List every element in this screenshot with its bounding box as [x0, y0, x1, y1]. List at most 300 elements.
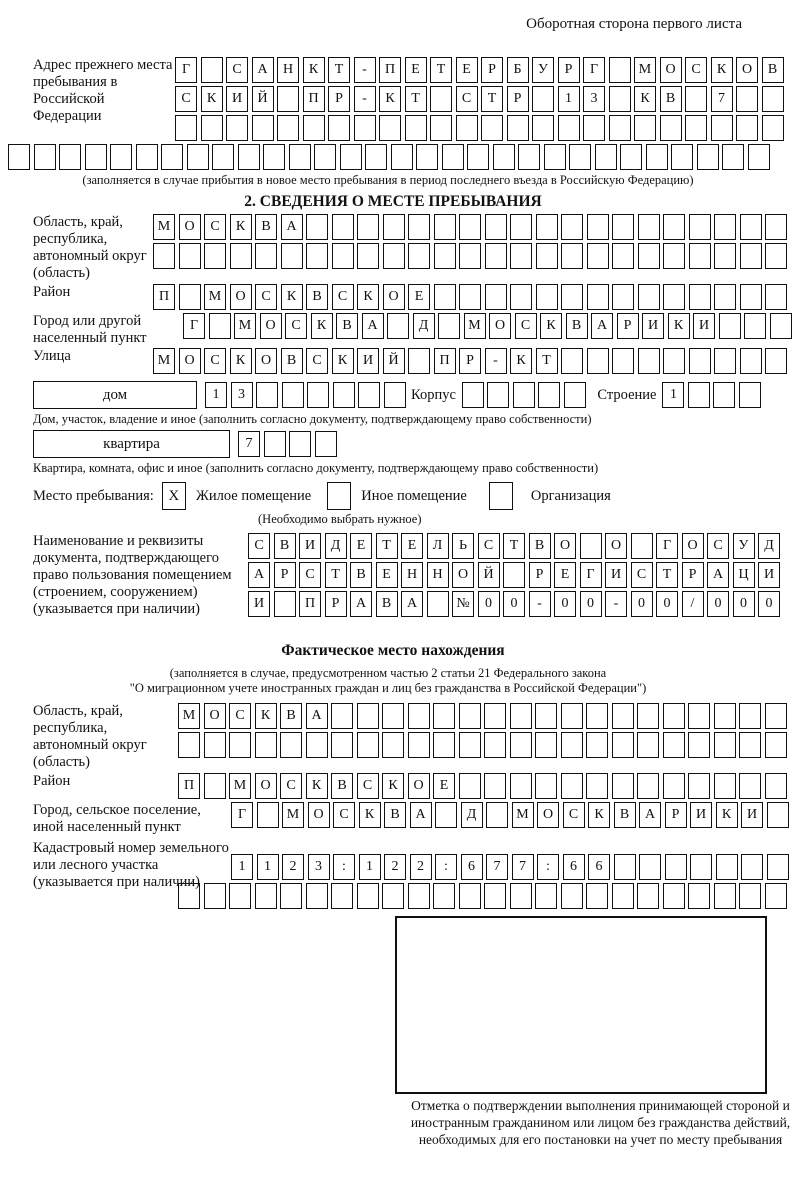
- char-box[interactable]: [485, 284, 507, 310]
- char-box[interactable]: [187, 144, 209, 170]
- char-box[interactable]: А: [707, 562, 729, 588]
- char-box[interactable]: [383, 214, 405, 240]
- char-box[interactable]: [277, 115, 299, 141]
- char-box[interactable]: [307, 382, 329, 408]
- char-box[interactable]: К: [311, 313, 333, 339]
- char-box[interactable]: [609, 57, 631, 83]
- char-box[interactable]: [357, 883, 379, 909]
- char-box[interactable]: [637, 703, 659, 729]
- char-box[interactable]: [110, 144, 132, 170]
- char-box[interactable]: К: [230, 348, 252, 374]
- char-box[interactable]: [281, 243, 303, 269]
- char-box[interactable]: К: [303, 57, 325, 83]
- char-box[interactable]: [459, 214, 481, 240]
- char-box[interactable]: [252, 115, 274, 141]
- char-box[interactable]: Д: [325, 533, 347, 559]
- char-box[interactable]: [459, 284, 481, 310]
- char-box[interactable]: [306, 243, 328, 269]
- char-box[interactable]: [561, 883, 583, 909]
- char-box[interactable]: И: [642, 313, 664, 339]
- char-box[interactable]: Й: [383, 348, 405, 374]
- char-box[interactable]: С: [456, 86, 478, 112]
- char-box[interactable]: 2: [384, 854, 406, 880]
- char-box[interactable]: [532, 86, 554, 112]
- char-box[interactable]: М: [282, 802, 304, 828]
- char-box[interactable]: [685, 115, 707, 141]
- char-box[interactable]: Р: [481, 57, 503, 83]
- char-box[interactable]: М: [178, 703, 200, 729]
- char-box[interactable]: Й: [252, 86, 274, 112]
- other-premises-checkbox[interactable]: [327, 482, 351, 510]
- char-box[interactable]: [612, 732, 634, 758]
- char-box[interactable]: О: [260, 313, 282, 339]
- char-box[interactable]: 1: [558, 86, 580, 112]
- char-box[interactable]: [408, 883, 430, 909]
- char-box[interactable]: [59, 144, 81, 170]
- char-box[interactable]: В: [566, 313, 588, 339]
- char-box[interactable]: А: [248, 562, 270, 588]
- char-box[interactable]: [612, 883, 634, 909]
- char-box[interactable]: [722, 144, 744, 170]
- char-box[interactable]: Ц: [733, 562, 755, 588]
- char-box[interactable]: 1: [359, 854, 381, 880]
- char-box[interactable]: [535, 883, 557, 909]
- char-box[interactable]: [697, 144, 719, 170]
- char-box[interactable]: [558, 115, 580, 141]
- char-box[interactable]: [264, 431, 286, 457]
- char-box[interactable]: В: [350, 562, 372, 588]
- char-box[interactable]: А: [306, 703, 328, 729]
- char-box[interactable]: Е: [433, 773, 455, 799]
- char-box[interactable]: И: [248, 591, 270, 617]
- char-box[interactable]: [333, 382, 355, 408]
- char-box[interactable]: [274, 591, 296, 617]
- char-box[interactable]: -: [485, 348, 507, 374]
- char-box[interactable]: [408, 348, 430, 374]
- char-box[interactable]: С: [332, 284, 354, 310]
- char-box[interactable]: [442, 144, 464, 170]
- char-box[interactable]: [430, 115, 452, 141]
- char-box[interactable]: [765, 284, 787, 310]
- char-box[interactable]: К: [306, 773, 328, 799]
- char-box[interactable]: [688, 703, 710, 729]
- char-box[interactable]: О: [230, 284, 252, 310]
- char-box[interactable]: [201, 57, 223, 83]
- char-box[interactable]: Р: [274, 562, 296, 588]
- char-box[interactable]: [688, 773, 710, 799]
- char-box[interactable]: [357, 243, 379, 269]
- char-box[interactable]: [306, 883, 328, 909]
- char-box[interactable]: [767, 802, 789, 828]
- char-box[interactable]: В: [281, 348, 303, 374]
- char-box[interactable]: [510, 732, 532, 758]
- char-box[interactable]: [430, 86, 452, 112]
- char-box[interactable]: [282, 382, 304, 408]
- char-box[interactable]: [714, 284, 736, 310]
- char-box[interactable]: [765, 732, 787, 758]
- char-box[interactable]: К: [711, 57, 733, 83]
- char-box[interactable]: [357, 732, 379, 758]
- char-box[interactable]: С: [631, 562, 653, 588]
- char-box[interactable]: И: [693, 313, 715, 339]
- char-box[interactable]: [257, 802, 279, 828]
- char-box[interactable]: [609, 86, 631, 112]
- char-box[interactable]: [212, 144, 234, 170]
- char-box[interactable]: [620, 144, 642, 170]
- char-box[interactable]: Е: [456, 57, 478, 83]
- char-box[interactable]: К: [634, 86, 656, 112]
- char-box[interactable]: 6: [563, 854, 585, 880]
- char-box[interactable]: [408, 243, 430, 269]
- char-box[interactable]: О: [179, 348, 201, 374]
- char-box[interactable]: А: [362, 313, 384, 339]
- char-box[interactable]: [382, 703, 404, 729]
- char-box[interactable]: [485, 243, 507, 269]
- char-box[interactable]: С: [204, 214, 226, 240]
- char-box[interactable]: С: [229, 703, 251, 729]
- char-box[interactable]: [484, 883, 506, 909]
- char-box[interactable]: С: [563, 802, 585, 828]
- organization-checkbox[interactable]: [489, 482, 513, 510]
- char-box[interactable]: [175, 115, 197, 141]
- char-box[interactable]: А: [281, 214, 303, 240]
- char-box[interactable]: [714, 883, 736, 909]
- char-box[interactable]: К: [716, 802, 738, 828]
- char-box[interactable]: [663, 214, 685, 240]
- char-box[interactable]: В: [614, 802, 636, 828]
- char-box[interactable]: С: [175, 86, 197, 112]
- char-box[interactable]: [646, 144, 668, 170]
- char-box[interactable]: С: [333, 802, 355, 828]
- char-box[interactable]: [263, 144, 285, 170]
- char-box[interactable]: -: [529, 591, 551, 617]
- char-box[interactable]: [739, 773, 761, 799]
- char-box[interactable]: [204, 243, 226, 269]
- char-box[interactable]: В: [255, 214, 277, 240]
- char-box[interactable]: [587, 214, 609, 240]
- char-box[interactable]: [201, 115, 223, 141]
- char-box[interactable]: [481, 115, 503, 141]
- char-box[interactable]: О: [489, 313, 511, 339]
- char-box[interactable]: :: [537, 854, 559, 880]
- char-box[interactable]: О: [554, 533, 576, 559]
- char-box[interactable]: [459, 883, 481, 909]
- char-box[interactable]: 7: [711, 86, 733, 112]
- char-box[interactable]: [484, 773, 506, 799]
- char-box[interactable]: [179, 243, 201, 269]
- char-box[interactable]: [459, 243, 481, 269]
- char-box[interactable]: [306, 214, 328, 240]
- char-box[interactable]: [510, 284, 532, 310]
- char-box[interactable]: М: [234, 313, 256, 339]
- char-box[interactable]: 0: [503, 591, 525, 617]
- char-box[interactable]: П: [178, 773, 200, 799]
- char-box[interactable]: [289, 431, 311, 457]
- char-box[interactable]: О: [452, 562, 474, 588]
- char-box[interactable]: К: [332, 348, 354, 374]
- char-box[interactable]: [382, 732, 404, 758]
- char-box[interactable]: К: [588, 802, 610, 828]
- char-box[interactable]: [612, 243, 634, 269]
- char-box[interactable]: И: [357, 348, 379, 374]
- char-box[interactable]: [689, 284, 711, 310]
- char-box[interactable]: О: [605, 533, 627, 559]
- char-box[interactable]: [510, 773, 532, 799]
- char-box[interactable]: [532, 115, 554, 141]
- char-box[interactable]: [741, 854, 763, 880]
- char-box[interactable]: Т: [536, 348, 558, 374]
- char-box[interactable]: Д: [413, 313, 435, 339]
- char-box[interactable]: [714, 703, 736, 729]
- char-box[interactable]: [639, 854, 661, 880]
- char-box[interactable]: К: [540, 313, 562, 339]
- char-box[interactable]: [714, 243, 736, 269]
- char-box[interactable]: [564, 382, 586, 408]
- char-box[interactable]: [332, 214, 354, 240]
- char-box[interactable]: Т: [328, 57, 350, 83]
- char-box[interactable]: К: [382, 773, 404, 799]
- char-box[interactable]: 0: [707, 591, 729, 617]
- char-box[interactable]: [204, 883, 226, 909]
- char-box[interactable]: [586, 732, 608, 758]
- char-box[interactable]: [340, 144, 362, 170]
- char-box[interactable]: -: [605, 591, 627, 617]
- char-box[interactable]: [34, 144, 56, 170]
- char-box[interactable]: Н: [427, 562, 449, 588]
- char-box[interactable]: Р: [325, 591, 347, 617]
- char-box[interactable]: К: [255, 703, 277, 729]
- char-box[interactable]: [689, 243, 711, 269]
- char-box[interactable]: [663, 348, 685, 374]
- char-box[interactable]: П: [379, 57, 401, 83]
- char-box[interactable]: Й: [478, 562, 500, 588]
- char-box[interactable]: Е: [408, 284, 430, 310]
- char-box[interactable]: [762, 86, 784, 112]
- char-box[interactable]: [663, 773, 685, 799]
- char-box[interactable]: [663, 243, 685, 269]
- char-box[interactable]: [561, 703, 583, 729]
- char-box[interactable]: [595, 144, 617, 170]
- char-box[interactable]: [510, 214, 532, 240]
- char-box[interactable]: И: [741, 802, 763, 828]
- char-box[interactable]: [256, 382, 278, 408]
- char-box[interactable]: [583, 115, 605, 141]
- char-box[interactable]: [719, 313, 741, 339]
- char-box[interactable]: [765, 703, 787, 729]
- char-box[interactable]: [434, 284, 456, 310]
- char-box[interactable]: А: [252, 57, 274, 83]
- char-box[interactable]: Т: [503, 533, 525, 559]
- char-box[interactable]: К: [379, 86, 401, 112]
- char-box[interactable]: [255, 243, 277, 269]
- char-box[interactable]: [609, 115, 631, 141]
- char-box[interactable]: №: [452, 591, 474, 617]
- char-box[interactable]: 0: [631, 591, 653, 617]
- char-box[interactable]: К: [357, 284, 379, 310]
- char-box[interactable]: С: [255, 284, 277, 310]
- char-box[interactable]: П: [153, 284, 175, 310]
- char-box[interactable]: [637, 773, 659, 799]
- char-box[interactable]: [740, 348, 762, 374]
- char-box[interactable]: -: [354, 57, 376, 83]
- char-box[interactable]: У: [532, 57, 554, 83]
- char-box[interactable]: [518, 144, 540, 170]
- char-box[interactable]: [561, 284, 583, 310]
- char-box[interactable]: В: [384, 802, 406, 828]
- char-box[interactable]: [438, 313, 460, 339]
- char-box[interactable]: [714, 773, 736, 799]
- char-box[interactable]: А: [591, 313, 613, 339]
- char-box[interactable]: [510, 243, 532, 269]
- char-box[interactable]: [569, 144, 591, 170]
- char-box[interactable]: [306, 732, 328, 758]
- char-box[interactable]: [535, 773, 557, 799]
- char-box[interactable]: К: [359, 802, 381, 828]
- char-box[interactable]: [714, 732, 736, 758]
- char-box[interactable]: В: [306, 284, 328, 310]
- char-box[interactable]: [433, 732, 455, 758]
- char-box[interactable]: [685, 86, 707, 112]
- char-box[interactable]: [331, 703, 353, 729]
- char-box[interactable]: 1: [257, 854, 279, 880]
- char-box[interactable]: [358, 382, 380, 408]
- char-box[interactable]: Т: [481, 86, 503, 112]
- char-box[interactable]: [408, 732, 430, 758]
- char-box[interactable]: И: [690, 802, 712, 828]
- char-box[interactable]: О: [179, 214, 201, 240]
- char-box[interactable]: [493, 144, 515, 170]
- char-box[interactable]: Е: [376, 562, 398, 588]
- char-box[interactable]: А: [401, 591, 423, 617]
- char-box[interactable]: [740, 284, 762, 310]
- char-box[interactable]: [612, 284, 634, 310]
- char-box[interactable]: Р: [665, 802, 687, 828]
- char-box[interactable]: [638, 348, 660, 374]
- char-box[interactable]: [365, 144, 387, 170]
- char-box[interactable]: И: [226, 86, 248, 112]
- char-box[interactable]: К: [281, 284, 303, 310]
- char-box[interactable]: О: [255, 348, 277, 374]
- char-box[interactable]: 6: [461, 854, 483, 880]
- char-box[interactable]: [765, 214, 787, 240]
- char-box[interactable]: [503, 562, 525, 588]
- char-box[interactable]: Т: [430, 57, 452, 83]
- char-box[interactable]: /: [682, 591, 704, 617]
- char-box[interactable]: [161, 144, 183, 170]
- char-box[interactable]: [580, 533, 602, 559]
- char-box[interactable]: [485, 214, 507, 240]
- char-box[interactable]: Б: [507, 57, 529, 83]
- char-box[interactable]: [238, 144, 260, 170]
- char-box[interactable]: [435, 802, 457, 828]
- char-box[interactable]: [229, 732, 251, 758]
- char-box[interactable]: [178, 883, 200, 909]
- char-box[interactable]: Е: [554, 562, 576, 588]
- char-box[interactable]: [153, 243, 175, 269]
- char-box[interactable]: [748, 144, 770, 170]
- char-box[interactable]: :: [333, 854, 355, 880]
- char-box[interactable]: [663, 703, 685, 729]
- char-box[interactable]: О: [660, 57, 682, 83]
- char-box[interactable]: [561, 773, 583, 799]
- char-box[interactable]: [740, 243, 762, 269]
- char-box[interactable]: [179, 284, 201, 310]
- char-box[interactable]: [226, 115, 248, 141]
- char-box[interactable]: Ь: [452, 533, 474, 559]
- char-box[interactable]: [586, 883, 608, 909]
- char-box[interactable]: [289, 144, 311, 170]
- char-box[interactable]: [280, 883, 302, 909]
- char-box[interactable]: 3: [583, 86, 605, 112]
- char-box[interactable]: [637, 732, 659, 758]
- char-box[interactable]: [408, 703, 430, 729]
- char-box[interactable]: К: [230, 214, 252, 240]
- char-box[interactable]: [612, 214, 634, 240]
- char-box[interactable]: В: [529, 533, 551, 559]
- char-box[interactable]: [689, 214, 711, 240]
- char-box[interactable]: [587, 348, 609, 374]
- char-box[interactable]: В: [331, 773, 353, 799]
- char-box[interactable]: [255, 883, 277, 909]
- char-box[interactable]: [507, 115, 529, 141]
- char-box[interactable]: [714, 348, 736, 374]
- char-box[interactable]: 0: [554, 591, 576, 617]
- char-box[interactable]: Г: [175, 57, 197, 83]
- char-box[interactable]: Р: [507, 86, 529, 112]
- char-box[interactable]: 2: [410, 854, 432, 880]
- char-box[interactable]: П: [434, 348, 456, 374]
- char-box[interactable]: [408, 214, 430, 240]
- char-box[interactable]: Р: [617, 313, 639, 339]
- char-box[interactable]: [586, 773, 608, 799]
- char-box[interactable]: [332, 243, 354, 269]
- char-box[interactable]: [587, 284, 609, 310]
- char-box[interactable]: В: [660, 86, 682, 112]
- char-box[interactable]: [663, 883, 685, 909]
- char-box[interactable]: [536, 284, 558, 310]
- char-box[interactable]: [230, 243, 252, 269]
- char-box[interactable]: С: [248, 533, 270, 559]
- char-box[interactable]: О: [537, 802, 559, 828]
- char-box[interactable]: [484, 703, 506, 729]
- char-box[interactable]: Д: [758, 533, 780, 559]
- char-box[interactable]: 3: [231, 382, 253, 408]
- char-box[interactable]: [638, 284, 660, 310]
- char-box[interactable]: Т: [376, 533, 398, 559]
- char-box[interactable]: И: [758, 562, 780, 588]
- char-box[interactable]: [765, 243, 787, 269]
- char-box[interactable]: С: [707, 533, 729, 559]
- char-box[interactable]: [561, 348, 583, 374]
- char-box[interactable]: [690, 854, 712, 880]
- char-box[interactable]: [538, 382, 560, 408]
- char-box[interactable]: [379, 115, 401, 141]
- char-box[interactable]: О: [736, 57, 758, 83]
- char-box[interactable]: 0: [758, 591, 780, 617]
- char-box[interactable]: С: [280, 773, 302, 799]
- char-box[interactable]: О: [308, 802, 330, 828]
- char-box[interactable]: [357, 703, 379, 729]
- char-box[interactable]: 1: [231, 854, 253, 880]
- char-box[interactable]: С: [478, 533, 500, 559]
- char-box[interactable]: [536, 214, 558, 240]
- char-box[interactable]: П: [303, 86, 325, 112]
- char-box[interactable]: [612, 703, 634, 729]
- char-box[interactable]: В: [274, 533, 296, 559]
- char-box[interactable]: Г: [580, 562, 602, 588]
- char-box[interactable]: [315, 431, 337, 457]
- char-box[interactable]: [433, 883, 455, 909]
